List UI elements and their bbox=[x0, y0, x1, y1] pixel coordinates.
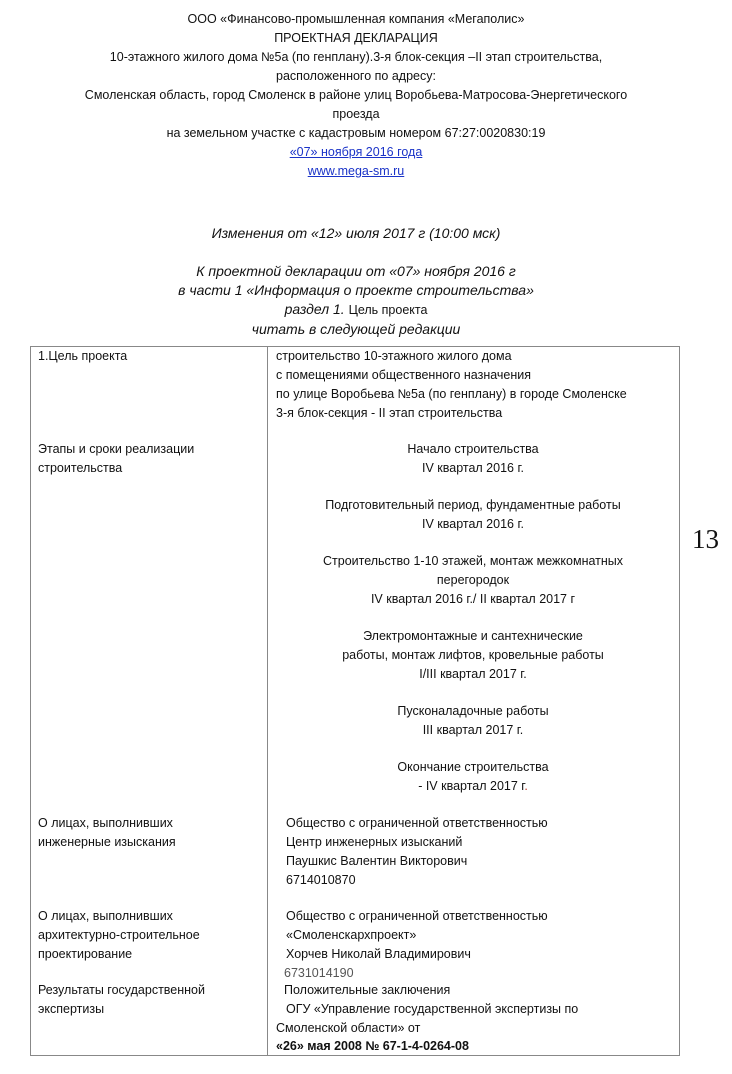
stages-label-line: Этапы и сроки реализации bbox=[38, 442, 195, 456]
surveys-line: Паушкис Валентин Викторович bbox=[286, 854, 468, 868]
address-caption: расположенного по адресу: bbox=[276, 69, 436, 83]
cadastral-number: на земельном участке с кадастровым номером 67:27:0020830:19 bbox=[166, 126, 546, 140]
address-line-continued: проезда bbox=[332, 107, 380, 121]
stage-item bbox=[268, 440, 678, 478]
design-line: Хорчев Николай Владимирович bbox=[286, 947, 471, 961]
stage-item bbox=[268, 627, 678, 684]
expertise-line: Смоленской области» от bbox=[276, 1021, 421, 1035]
surveys-line: Общество с ограниченной ответственностью bbox=[286, 816, 548, 830]
design-line: Общество с ограниченной ответственностью bbox=[286, 909, 548, 923]
stage-item bbox=[268, 758, 678, 796]
stage-term-text: - IV квартал 2017 г bbox=[418, 779, 525, 793]
stage-term: IV квартал 2016 г./ II квартал 2017 г bbox=[370, 592, 576, 606]
stage-title: Строительство 1-10 этажей, монтаж межкомнатных bbox=[322, 554, 624, 568]
section-title: Цель проекта bbox=[348, 303, 428, 317]
company-name: ООО «Финансово-промышленная компания «Мегаполис» bbox=[187, 12, 525, 26]
page-number: 13 bbox=[692, 524, 719, 554]
expertise-line: ОГУ «Управление государственной экспертизы по bbox=[286, 1002, 579, 1016]
stage-term: III квартал 2017 г. bbox=[422, 723, 524, 737]
design-label-line: архитектурно-строительное bbox=[38, 928, 200, 942]
stage-term: IV квартал 2016 г. bbox=[422, 517, 524, 531]
declaration-date-link[interactable]: «07» ноября 2016 года bbox=[289, 145, 423, 159]
stages-label bbox=[38, 440, 194, 478]
surveys-line: 6714010870 bbox=[286, 873, 356, 887]
design-line: «Смоленскархпроект» bbox=[286, 928, 417, 942]
stage-title: Электромонтажные и сантехнические bbox=[363, 629, 583, 643]
changes-date: Изменения от «12» июля 2017 г (10:00 мск) bbox=[211, 225, 501, 241]
expertise-line: Положительные заключения bbox=[284, 983, 451, 997]
design-details bbox=[286, 907, 548, 964]
amendment-target: К проектной декларации от «07» ноября 2016 г bbox=[196, 263, 516, 279]
stage-title: Начало строительства bbox=[407, 442, 539, 456]
stage-title: Пусконаладочные работы bbox=[397, 704, 549, 718]
stage-term: I/III квартал 2017 г. bbox=[419, 667, 527, 681]
stage-item bbox=[268, 702, 678, 740]
stage-title: Окончание строительства bbox=[397, 760, 549, 774]
expertise-label-line: экспертизы bbox=[38, 1002, 105, 1016]
stage-term bbox=[268, 777, 678, 796]
goal-description bbox=[276, 347, 627, 423]
goal-line: 3-я блок-секция - II этап строительства bbox=[276, 406, 503, 420]
declaration-header bbox=[0, 10, 712, 181]
expertise-conclusion-number: «26» мая 2008 № 67-1-4-0264-08 bbox=[276, 1039, 469, 1053]
object-description: 10-этажного жилого дома №5а (по генплану).3-я блок-секция –II этап строительства, bbox=[109, 50, 603, 64]
document-title: ПРОЕКТНАЯ ДЕКЛАРАЦИЯ bbox=[274, 31, 438, 45]
goal-label: 1.Цель проекта bbox=[38, 349, 128, 363]
design-label bbox=[38, 907, 200, 964]
stages-label-line: строительства bbox=[38, 461, 123, 475]
surveys-label-line: О лицах, выполнивших bbox=[38, 816, 173, 830]
surveys-label-line: инженерные изыскания bbox=[38, 835, 176, 849]
goal-line: с помещениями общественного назначения bbox=[276, 368, 532, 382]
goal-line: по улице Воробьева №5а (по генплану) в городе Смоленске bbox=[276, 387, 627, 401]
amendment-notice bbox=[0, 224, 712, 339]
amendment-part: в части 1 «Информация о проекте строительства» bbox=[178, 282, 534, 298]
design-label-line: О лицах, выполнивших bbox=[38, 909, 173, 923]
stage-item bbox=[268, 496, 678, 534]
stage-title: Подготовительный период, фундаментные работы bbox=[325, 498, 621, 512]
surveys-label bbox=[38, 814, 176, 852]
design-label-line: проектирование bbox=[38, 947, 133, 961]
stage-item bbox=[268, 552, 678, 609]
website-link[interactable]: www.mega-sm.ru bbox=[307, 164, 405, 178]
expertise-label-line: Результаты государственной bbox=[38, 983, 205, 997]
stage-title-continued: работы, монтаж лифтов, кровельные работы bbox=[342, 648, 604, 662]
amendment-section bbox=[0, 300, 712, 320]
labels-column bbox=[31, 347, 268, 1056]
stage-term: IV квартал 2016 г. bbox=[422, 461, 524, 475]
surveys-details bbox=[286, 814, 548, 890]
surveys-line: Центр инженерных изысканий bbox=[286, 835, 463, 849]
stage-term-period: . bbox=[524, 779, 528, 793]
address-line: Смоленская область, город Смоленск в районе улиц Воробьева-Матросова-Энергетического bbox=[84, 88, 628, 102]
design-inn: 6731014190 bbox=[284, 966, 354, 980]
read-as-note: читать в следующей редакции bbox=[251, 321, 461, 337]
expertise-label bbox=[38, 981, 205, 1019]
goal-line: строительство 10-этажного жилого дома bbox=[276, 349, 512, 363]
project-info-table bbox=[30, 346, 680, 1056]
section-number: раздел 1. bbox=[284, 301, 345, 317]
stage-title-continued: перегородок bbox=[436, 573, 510, 587]
values-column bbox=[268, 347, 680, 1056]
